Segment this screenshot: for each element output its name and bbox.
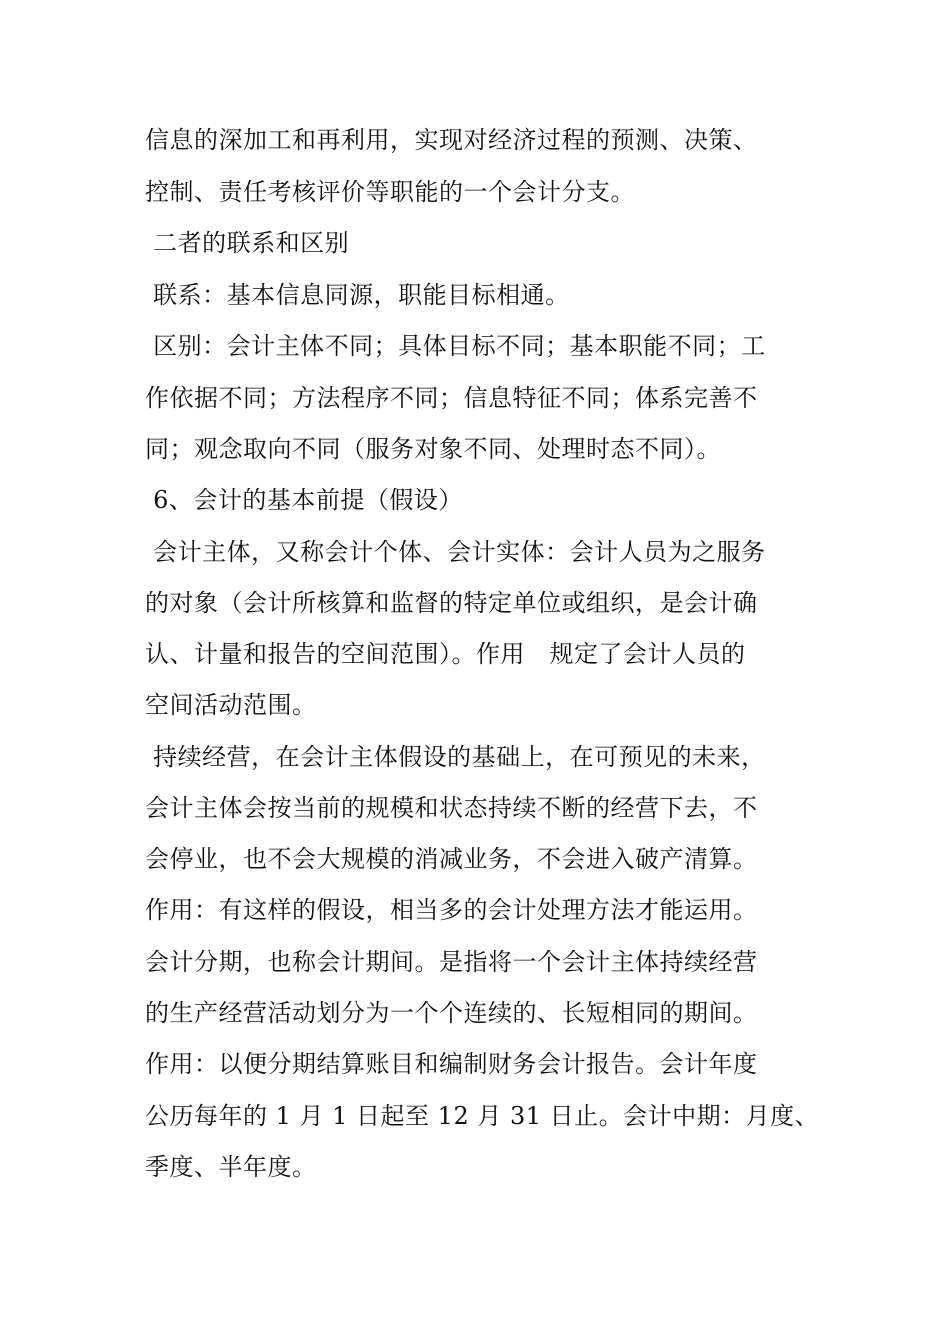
text-line-21: 季度、半年度。	[145, 1153, 317, 1181]
text-line-15: 会停业，也不会大规模的消减业务，不会进入破产清算。	[145, 845, 758, 873]
text-line-11: 认、计量和报告的空间范围）。作用 规定了会计人员的	[145, 640, 746, 668]
text-line-16: 作用：有这样的假设，相当多的会计处理方法才能运用。	[145, 896, 758, 924]
text-line-10: 的对象（会计所核算和监督的特定单位或组织，是会计确	[145, 589, 758, 617]
text-line-4: 联系：基本信息同源，职能目标相通。	[145, 281, 570, 309]
text-line-18: 的生产经营活动划分为一个个连续的、长短相同的期间。	[145, 999, 758, 1027]
text-line-7: 同；观念取向不同（服务对象不同、处理时态不同）。	[145, 435, 721, 463]
text-line-19: 作用：以便分期结算账目和编制财务会计报告。会计年度	[145, 1050, 758, 1078]
numbered-heading: 6、会计的基本前提（假设）	[145, 486, 463, 514]
text-line-20: 公历每年的 1 月 1 日起至 12 月 31 日止。会计中期：月度、	[145, 1102, 820, 1130]
text-line-12: 空间活动范围。	[145, 691, 317, 719]
section-heading: 二者的联系和区别	[145, 229, 350, 257]
text-line-17: 会计分期，也称会计期间。是指将一个会计主体持续经营	[145, 948, 758, 976]
text-line-13: 持续经营，在会计主体假设的基础上，在可预见的未来，	[145, 743, 766, 771]
text-line-1: 信息的深加工和再利用，实现对经济过程的预测、决策、	[145, 126, 758, 154]
text-line-9: 会计主体，又称会计个体、会计实体：会计人员为之服务	[145, 538, 766, 566]
text-line-2: 控制、责任考核评价等职能的一个会计分支。	[145, 178, 635, 206]
text-line-5: 区别：会计主体不同；具体目标不同；基本职能不同；工	[145, 332, 766, 360]
text-line-6: 作依据不同；方法程序不同；信息特征不同；体系完善不	[145, 384, 758, 412]
text-line-14: 会计主体会按当前的规模和状态持续不断的经营下去，不	[145, 794, 758, 822]
